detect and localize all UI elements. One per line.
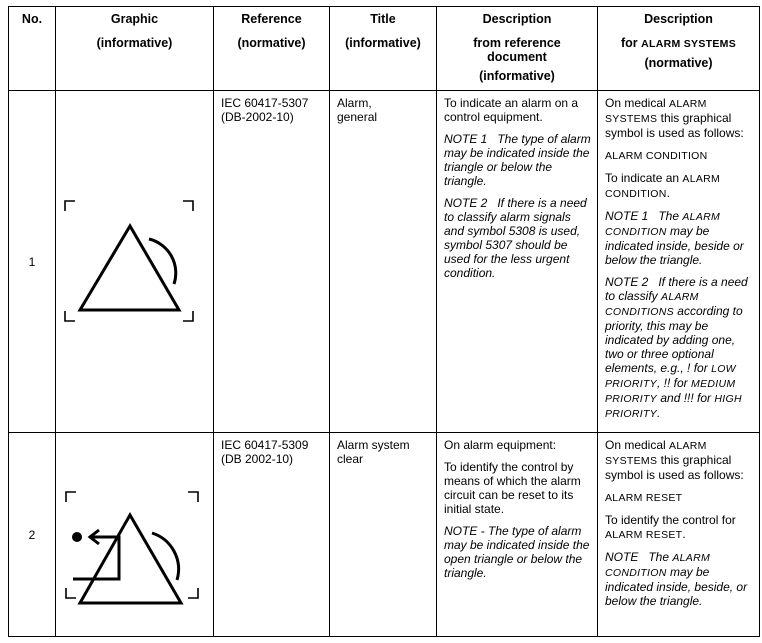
header-description-alarm: Description for ALARM SYSTEMS (normative) xyxy=(598,7,760,91)
header-description-reference: Description from reference document (informative) xyxy=(437,7,598,91)
header-title: Title (informative) xyxy=(330,7,437,91)
alarm-system-clear-icon xyxy=(57,460,213,610)
reference-cell: IEC 60417-5309 (DB 2002-10) xyxy=(214,433,330,637)
graphic-cell xyxy=(56,91,214,433)
row-number: 1 xyxy=(9,91,56,433)
table-row xyxy=(9,433,760,637)
description-alarm-cell: On medical ALARM SYSTEMS this graphical symbol is used as follows: ALARM RESET To identify the control for ALARM RESET. NOTE The ALARM CONDITION may be indicated inside, beside, or below the triangle. xyxy=(598,433,760,637)
header-graphic: Graphic (informative) xyxy=(56,7,214,91)
title-cell: Alarm, general xyxy=(330,91,437,433)
table-row xyxy=(9,91,760,433)
description-reference-cell: On alarm equipment: To identify the control by means of which the alarm circuit can be reset to its initial state. NOTE - The type of alarm may be indicated inside the open triangle or below the triangle. xyxy=(437,433,598,637)
reference-cell: IEC 60417-5307 (DB-2002-10) xyxy=(214,91,330,433)
graphic-cell xyxy=(56,433,214,637)
description-reference-cell: To indicate an alarm on a control equipment. NOTE 1 The type of alarm may be indicated inside the triangle or below the triangle. NOTE 2 If there is a need to classify alarm signals and symbol 5308 is used, symbol 5307 should be used for the less urgent condition. xyxy=(437,91,598,433)
dot-icon xyxy=(72,532,82,542)
header-reference: Reference (normative) xyxy=(214,7,330,91)
header-row xyxy=(9,7,760,91)
alarm-general-icon xyxy=(57,192,213,332)
graphical-symbols-table xyxy=(8,6,760,637)
header-no: No. xyxy=(9,7,56,91)
description-alarm-cell: On medical ALARM SYSTEMS this graphical symbol is used as follows: ALARM CONDITION To indicate an ALARM CONDITION. NOTE 1 The ALARM CONDITION may be indicated inside, beside or below the triangle. NOTE 2 If there is a need to classify ALARM CONDITIONS according to priority, this may be indicated by adding one, two or three optional elements, e.g., ! for LOW PRIORITY, !! for MEDIUM PRIORITY and !!! for HIGH PRIORITY. xyxy=(598,91,760,433)
row-number: 2 xyxy=(9,433,56,637)
title-cell: Alarm system clear xyxy=(330,433,437,637)
